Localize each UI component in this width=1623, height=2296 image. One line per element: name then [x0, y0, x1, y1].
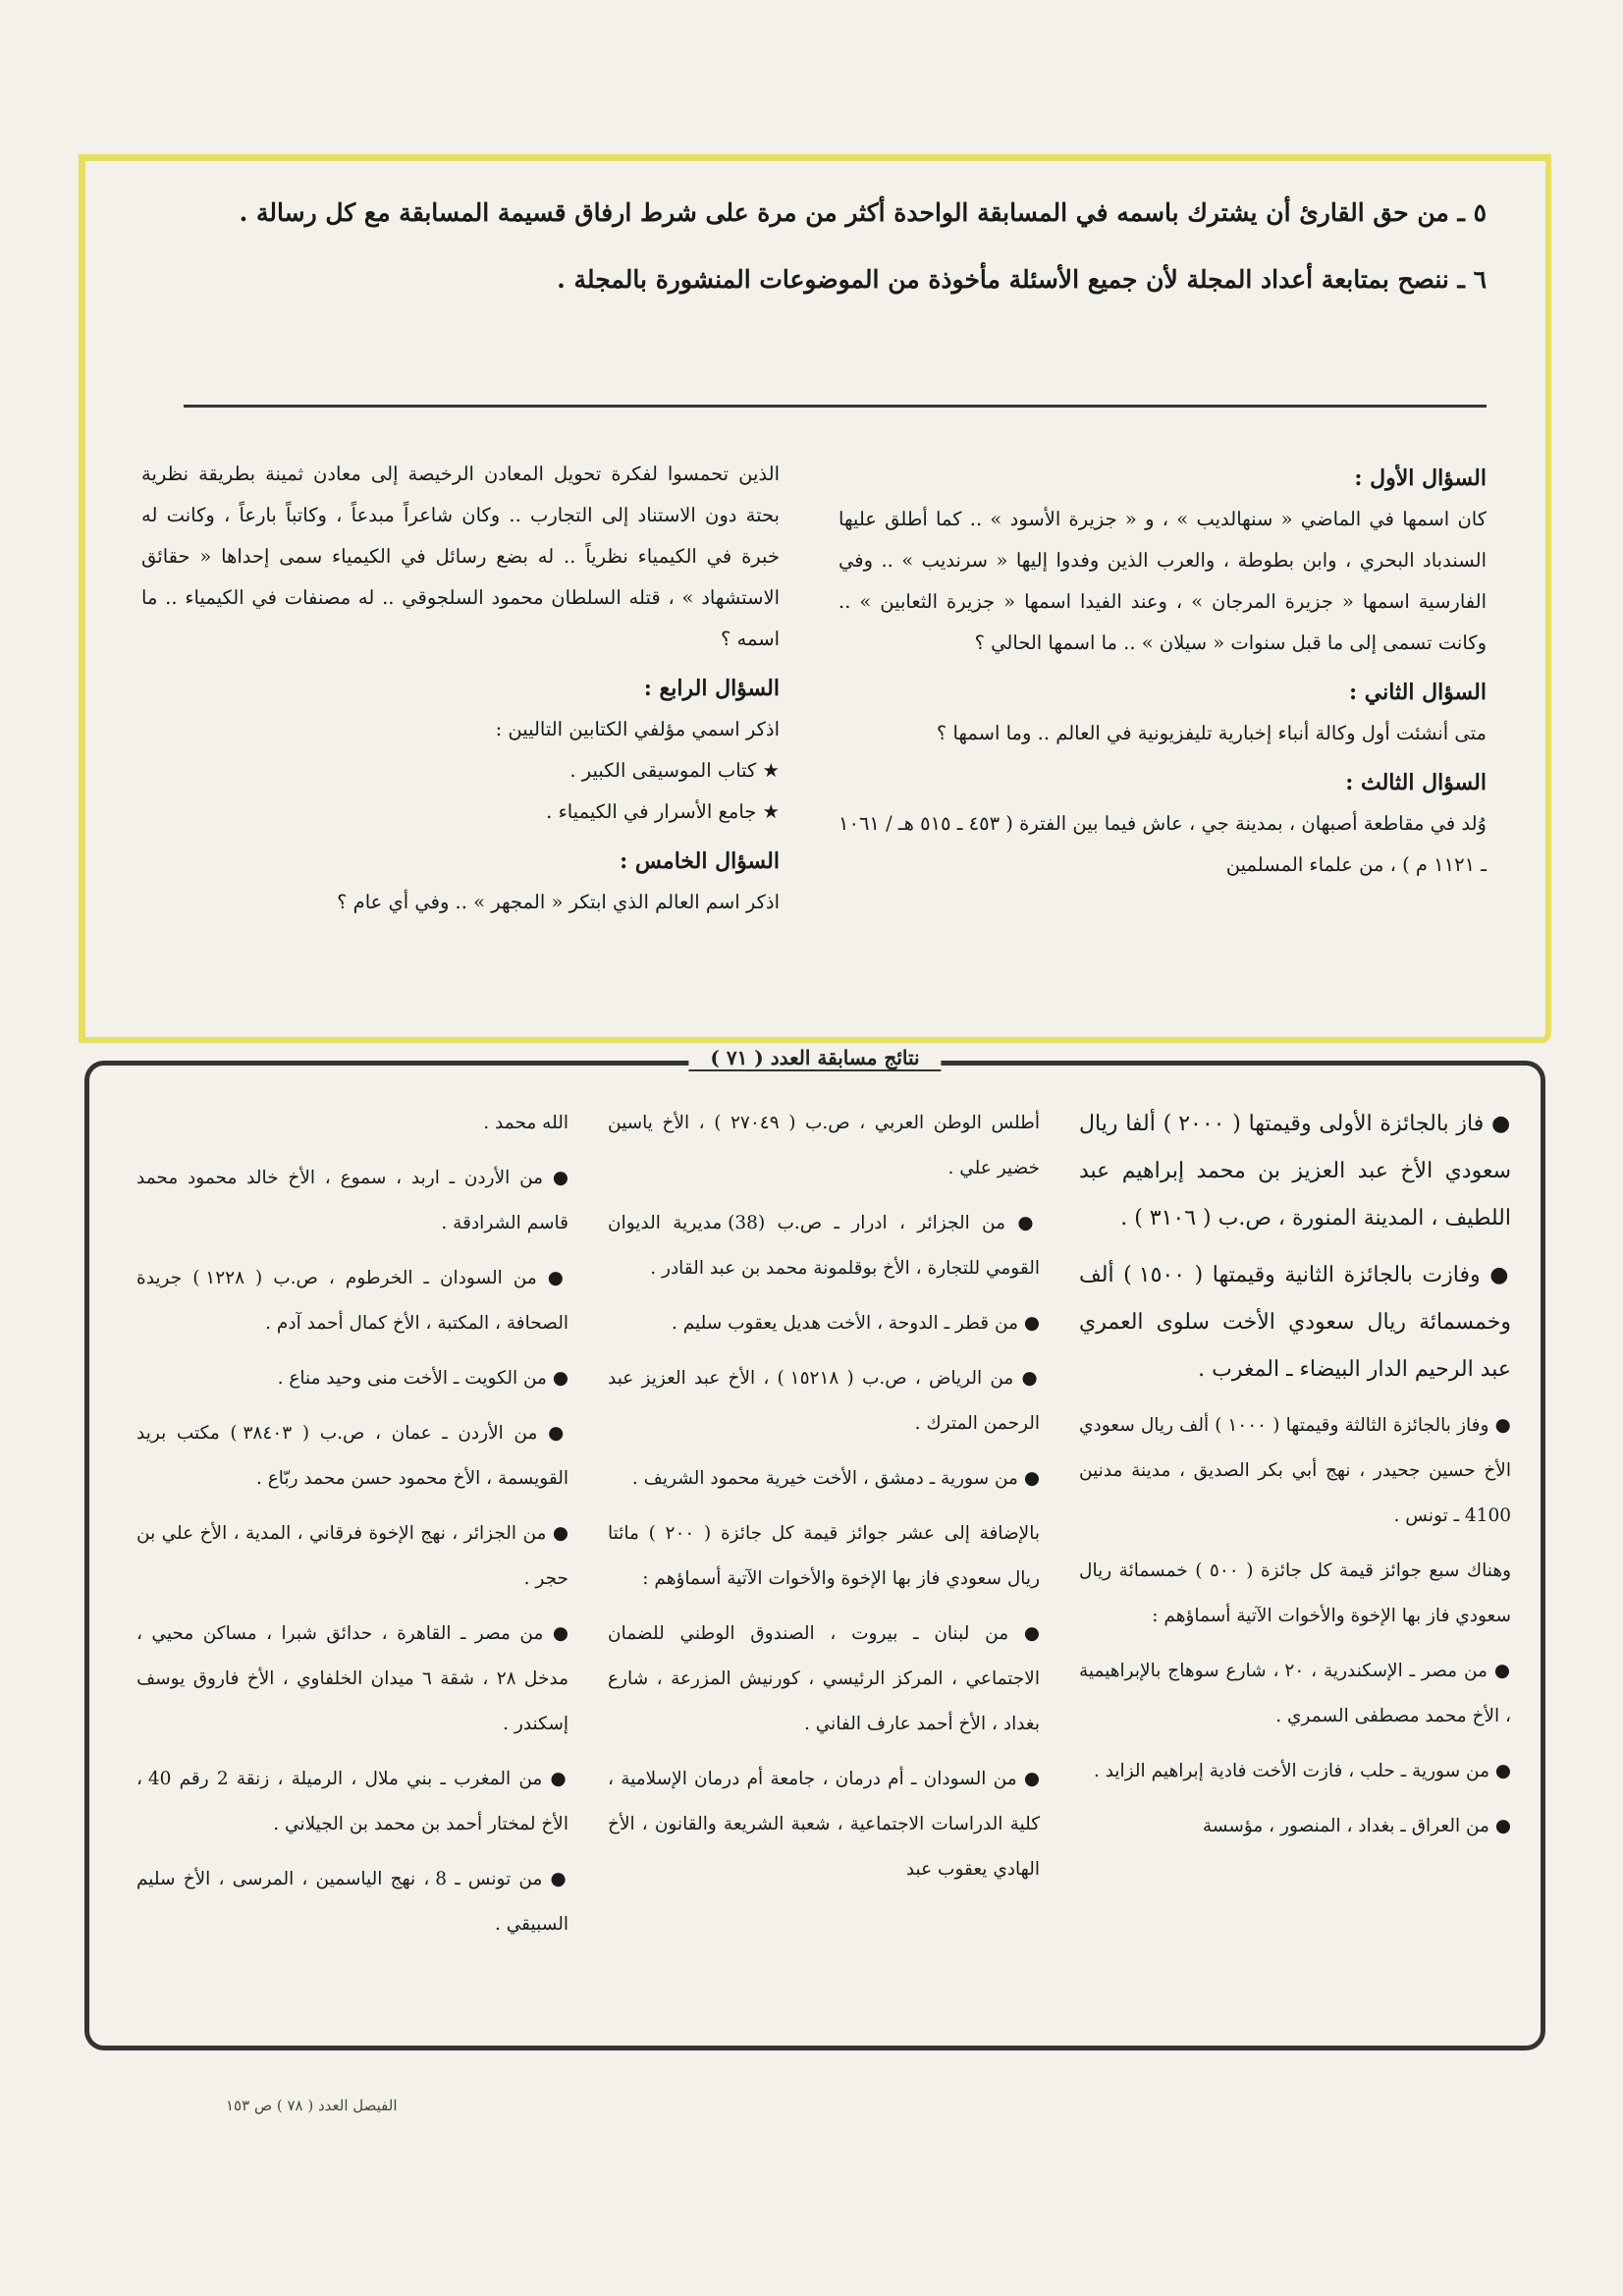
question-4-item-2: ★ جامع الأسرار في الكيمياء . [546, 800, 780, 823]
result-item: ● من المغرب ـ بني ملال ، الرميلة ، زنقة 2 رقم 40 ، الأخ لمختار أحمد بن محمد بن الجيلاني . [136, 1769, 568, 1834]
result-item: ● فاز بالجائزة الأولى وقيمتها ( ٢٠٠٠ ) ألفا ريال سعودي الأخ عبد العزيز بن محمد إبراهيم عبد اللطيف ، المدينة المنورة ، ص.ب ( ٣١٠٦ ) . [1079, 1112, 1512, 1230]
rule-5: ٥ ـ من حق القارئ أن يشترك باسمه في المسابقة الواحدة أكثر من مرة على شرط ارفاق قسيمة المسابقة مع كل رسالة . [239, 198, 1487, 227]
result-item: ● من الأردن ـ عمان ، ص.ب ( ٣٨٤٠٣ ) مكتب بريد القويسمة ، الأخ محمود حسن محمد ربّاع . [136, 1423, 568, 1489]
question-4-item-1: ★ كتاب الموسيقى الكبير . [569, 759, 780, 782]
result-item: ● من لبنان ـ بيروت ، الصندوق الوطني للضمان الاجتماعي ، المركز الرئيسي ، كورنيش المزرعة ، شارع بغداد ، الأخ أحمد عارف الفاني . [608, 1623, 1040, 1734]
result-item: وهناك سبع جوائز قيمة كل جائزة ( ٥٠٠ ) خمسمائة ريال سعودي فاز بها الإخوة والأخوات الآتية أسماؤهم : [1079, 1560, 1512, 1626]
results-box [84, 1046, 1545, 2050]
result-item: ● من العراق ـ بغداد ، المنصور ، مؤسسة [1202, 1816, 1511, 1836]
result-item: ● من تونس ـ 8 ، نهج الياسمين ، المرسى ، الأخ سليم السبيقي . [136, 1869, 568, 1935]
question-4-body: اذكر اسمي مؤلفي الكتابين التاليين : [495, 718, 780, 740]
question-3-continued: الذين تحمسوا لفكرة تحويل المعادن الرخيصة إلى معادن ثمينة بطريقة نظرية بحتة دون الاستناد إلى التجارب .. وكان شاعراً مبدعاً ، وكاتباً بارعاً ، وكانت له خبرة في الكيمياء نظرياً .. له بضع رسائل في الكيمياء سمى إحداها « حقائق الاستشهاد » ، قتله السلطان محمود السلجوقي .. له مصنفات في الكيمياء .. ما اسمه ؟ [141, 463, 780, 650]
result-item: ● من الكويت ـ الأخت منى وحيد مناع . [277, 1368, 568, 1389]
result-item: ● وفازت بالجائزة الثانية وقيمتها ( ١٥٠٠ ) ألف وخمسمائة ريال سعودي الأخت سلوى العمري عبد الرحيم الدار البيضاء ـ المغرب . [1079, 1263, 1511, 1382]
result-item: الله محمد . [483, 1113, 568, 1133]
result-item: ● من سورية ـ حلب ، فازت الأخت فادية إبراهيم الزايد . [1093, 1761, 1511, 1781]
result-item: ● من الرياض ، ص.ب ( ١٥٢١٨ ) ، الأخ عبد العزيز عبد الرحمن المترك . [608, 1368, 1041, 1434]
contest-rules [112, 191, 1487, 324]
rule-6: ٦ ـ ننصح بمتابعة أعداد المجلة لأن جميع الأسئلة مأخوذة من الموضوعات المنشورة بالمجلة . [557, 265, 1487, 294]
results-column-3 [136, 1101, 568, 1957]
results-column-2 [608, 1101, 1040, 1902]
question-5-title: السؤال الخامس : [620, 848, 780, 874]
questions-right-column [839, 454, 1487, 894]
question-1-title: السؤال الأول : [1354, 465, 1487, 491]
result-item: ● من الأردن ـ اربد ، سموع ، الأخ خالد محمود محمد قاسم الشرادقة . [136, 1168, 568, 1233]
question-3-body: وُلد في مقاطعة أصبهان ، بمدينة جي ، عاش فيما بين الفترة ( ٤٥٣ ـ ٥١٥ هـ / ١٠٦١ ـ ١١٢١ م ) ، من علماء المسلمين [839, 812, 1487, 876]
result-item: بالإضافة إلى عشر جوائز قيمة كل جائزة ( ٢٠٠ ) مائتا ريال سعودي فاز بها الإخوة والأخوات الآتية أسماؤهم : [608, 1523, 1040, 1589]
question-3-title: السؤال الثالث : [1345, 770, 1487, 795]
question-4-title: السؤال الرابع : [643, 676, 780, 701]
result-item: ● من قطر ـ الدوحة ، الأخت هديل يعقوب سليم . [671, 1313, 1040, 1334]
page-footer: الفيصل العدد ( ٧٨ ) ص ١٥٣ [226, 2097, 398, 2114]
question-2-title: السؤال الثاني : [1349, 680, 1487, 705]
questions-left-column [141, 454, 780, 931]
result-item: ● من الجزائر ، ادرار ـ ص.ب (38) مديرية الديوان القومي للتجارة ، الأخ بوقلمونة محمد بن عبد القادر . [608, 1213, 1040, 1279]
result-item: أطلس الوطن العربي ، ص.ب ( ٢٧٠٤٩ ) ، الأخ ياسين خضير علي . [608, 1113, 1041, 1178]
question-1-body: كان اسمها في الماضي « سنهالديب » ، و « جزيرة الأسود » .. كما أطلق عليها السندباد البحري ، وابن بطوطة ، والعرب الذين وفدوا إليها « سرنديب » .. وفي الفارسية اسمها « جزيرة المرجان » ، وعند الفيدا اسمها « جزيرة الثعابين » .. وكانت تسمى إلى ما قبل سنوات « سيلان » .. ما اسمها الحالي ؟ [839, 508, 1487, 654]
question-2-body: متى أنشئت أول وكالة أنباء إخبارية تليفزيونية في العالم .. وما اسمها ؟ [936, 722, 1487, 744]
result-item: ● من الجزائر ، نهج الإخوة فرقاني ، المدية ، الأخ علي بن حجر . [136, 1523, 568, 1589]
result-item: ● وفاز بالجائزة الثالثة وقيمتها ( ١٠٠٠ ) ألف ريال سعودي الأخ حسين جحيدر ، نهج أبي بكر الصديق ، مدينة مدنين 4100 ـ تونس . [1079, 1415, 1512, 1526]
question-5-body: اذكر اسم العالم الذي ابتكر « المجهر » .. وفي أي عام ؟ [337, 891, 780, 913]
result-item: ● من سورية ـ دمشق ، الأخت خيرية محمود الشريف . [631, 1468, 1040, 1489]
results-column-1 [1079, 1101, 1511, 1859]
divider [184, 405, 1487, 408]
result-item: ● من السودان ـ أم درمان ، جامعة أم درمان الإسلامية ، كلية الدراسات الاجتماعية ، شعبة الشريعة والقانون ، الأخ الهادي يعقوب عبد [608, 1769, 1040, 1880]
result-item: ● من مصر ـ القاهرة ، حدائق شبرا ، مساكن محيي ، مدخل ٢٨ ، شقة ٦ ميدان الخلفاوي ، الأخ فاروق يوسف إسكندر . [136, 1623, 568, 1734]
result-item: ● من مصر ـ الإسكندرية ، ٢٠ ، شارع سوهاج بالإبراهيمية ، الأخ محمد مصطفى السمري . [1079, 1661, 1511, 1726]
result-item: ● من السودان ـ الخرطوم ، ص.ب ( ١٢٢٨ ) جريدة الصحافة ، المكتبة ، الأخ كمال أحمد آدم . [136, 1268, 568, 1334]
results-header: نتائج مسابقة العدد ( ٧١ ) [688, 1046, 941, 1071]
contest-questions-box [79, 154, 1551, 1043]
